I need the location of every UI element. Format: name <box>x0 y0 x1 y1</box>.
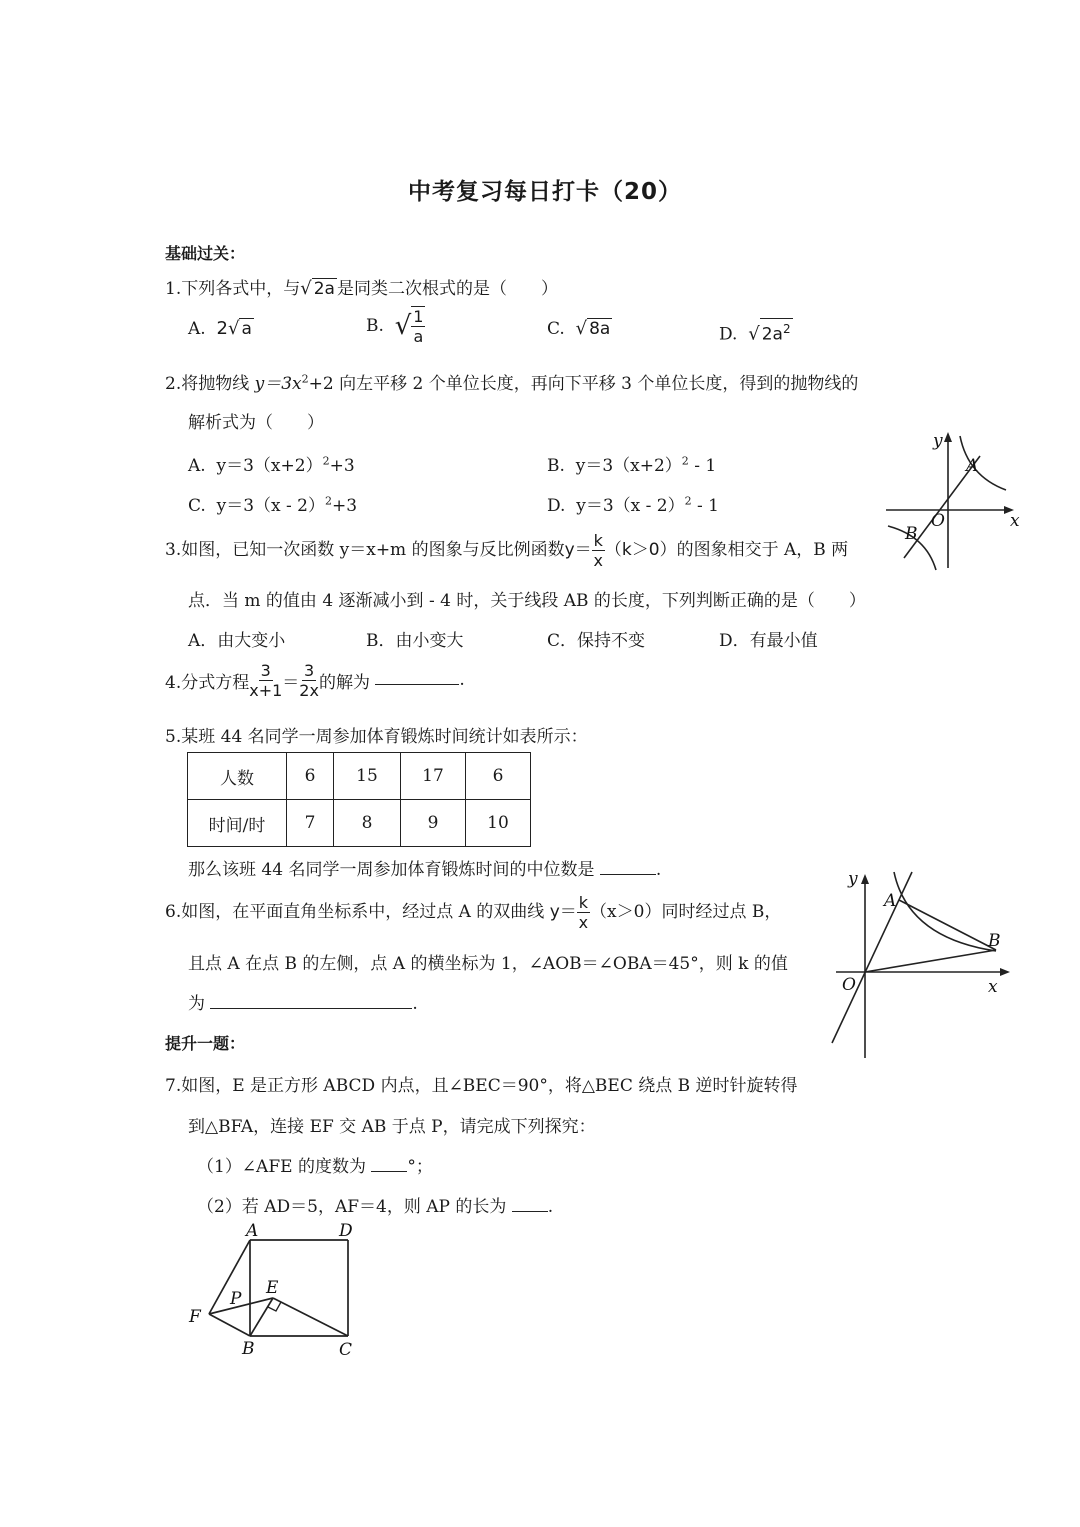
table-cell: 人数 <box>188 753 287 800</box>
q2-option-c-exp: 2 <box>325 494 332 508</box>
q2-stem-post: +2 向左平移 2 个单位长度，再向下平移 3 个单位长度，得到的抛物线的 <box>308 374 859 394</box>
q1-option-c-label: C. <box>547 319 565 339</box>
q1-option-a-coef: 2 <box>216 318 228 339</box>
q5-follow-up <box>188 855 661 880</box>
q3-frac-num: k <box>593 531 603 550</box>
q4-frac2-den: 2x <box>299 681 319 700</box>
q6-fig-hyperbola <box>894 872 996 951</box>
q3-fig-label-b: B <box>905 524 918 544</box>
table-cell: 时间/时 <box>188 800 287 847</box>
table-cell: 7 <box>287 800 334 847</box>
q3-option-d: D．有最小值 <box>719 631 818 651</box>
q2-option-c <box>188 491 357 516</box>
q7-fig-label-c: C <box>339 1340 353 1360</box>
q7-stem-line1: 7.如图，E 是正方形 ABCD 内点，且∠BEC＝90°，将△BEC 绕点 B 逆时针旋转得 <box>165 1076 798 1096</box>
q6-stem <box>165 893 781 932</box>
table-cell: 17 <box>401 753 466 800</box>
q1-option-b-den: a <box>413 327 424 346</box>
q3-fig-label-y: y <box>933 431 943 451</box>
q4-frac1-den: x+1 <box>249 681 283 700</box>
q6-fig-label-a: A <box>884 891 897 911</box>
q1-stem-post: 是同类二次根式的是（ ） <box>336 279 558 299</box>
q5-stem: 5.某班 44 名同学一周参加体育锻炼时间统计如表所示： <box>165 727 588 747</box>
q6-fig-label-b: B <box>988 931 1001 951</box>
q5-stats-table <box>187 752 531 847</box>
q7-part2-blank[interactable] <box>512 1197 548 1212</box>
q6-fig-segment-ob <box>865 950 996 972</box>
q1-option-a: A. 2√ a <box>188 318 252 339</box>
q7-fig-label-a: A <box>246 1221 259 1241</box>
q7-part1-pre: （1）∠AFE 的度数为 <box>197 1157 366 1177</box>
q6-stem-post: （x＞0）同时经过点 B， <box>590 902 782 922</box>
q2-option-c-tail: +3 <box>332 496 358 516</box>
q7-fig-segment-fb <box>209 1314 250 1336</box>
q3-option-b: B．由小变大 <box>366 631 464 651</box>
q4-stem <box>165 661 465 700</box>
q6-end: . <box>412 994 418 1014</box>
q3-fig-y-arrow <box>944 432 952 442</box>
q6-stem-pre: 6.如图，在平面直角坐标系中，经过点 A 的双曲线 <box>165 902 550 922</box>
q2-option-b-tail: - 1 <box>688 456 717 476</box>
table-cell: 10 <box>466 800 531 847</box>
q1-stem: 1.下列各式中，与√ 2a 是同类二次根式的是（ ） <box>165 278 558 299</box>
table-cell: 6 <box>287 753 334 800</box>
q2-option-b-exp: 2 <box>681 454 689 468</box>
q2-option-b <box>547 451 716 476</box>
q5-answer-blank[interactable] <box>600 860 656 875</box>
q3-stem-line2: 点．当 m 的值由 4 逐渐减小到 - 4 时，关于线段 AB 的长度，下列判断正确的是（ ） <box>188 591 866 611</box>
q7-figure <box>185 1218 365 1363</box>
q2-stem-exp: 2 <box>301 372 309 386</box>
q4-answer-blank[interactable] <box>375 670 459 685</box>
q7-part1-post: °； <box>407 1157 433 1177</box>
q6-stem3-text: 为 <box>188 994 205 1014</box>
q4-frac1-num: 3 <box>260 661 271 680</box>
q6-fig-label-x: x <box>988 977 998 997</box>
q2-option-a <box>188 451 355 476</box>
table-cell: 15 <box>334 753 401 800</box>
q6-frac-num: k <box>578 893 589 912</box>
q2-option-a-label: A. <box>188 456 206 476</box>
q5-follow-text: 那么该班 44 名同学一周参加体育锻炼时间的中位数是 <box>188 860 595 880</box>
q6-fig-line-oa <box>832 872 912 1043</box>
q3-option-c: C．保持不变 <box>547 631 646 651</box>
q1-option-c-root: 8a <box>589 319 611 339</box>
q1-option-b: B. √ $\frac{1}{a}$ <box>366 307 424 346</box>
q7-part2 <box>197 1192 553 1217</box>
q2-stem-pre: 2.将抛物线 <box>165 374 255 394</box>
q2-option-d-exp: 2 <box>684 494 692 508</box>
q3-option-a: A．由大变小 <box>188 631 286 651</box>
q3-frac-lhs: y＝ <box>564 540 592 560</box>
q1-option-d-label: D. <box>719 324 738 345</box>
q3-figure <box>880 428 1030 573</box>
q7-fig-label-d: D <box>339 1221 353 1241</box>
q3-frac-den: x <box>593 551 604 570</box>
q6-answer-blank[interactable] <box>210 994 412 1009</box>
q4-frac2-num: 3 <box>304 661 315 680</box>
q6-stem-line3 <box>188 989 418 1014</box>
q7-part1 <box>197 1152 433 1177</box>
table-row <box>188 800 531 847</box>
q2-option-d-text: y＝3（x - 2） <box>576 496 685 516</box>
q7-fig-label-p: P <box>230 1289 242 1309</box>
q3-stem-post: 的图象相交于 A，B 两 <box>676 540 849 560</box>
q6-fig-x-arrow <box>1000 968 1010 976</box>
q6-figure <box>828 868 1028 1063</box>
q2-option-c-label: C. <box>188 496 206 516</box>
q6-stem-line2: 且点 A 在点 B 的左侧，点 A 的横坐标为 1，∠AOB＝∠OBA＝45°，则 k 的值 <box>188 954 788 974</box>
q4-equals: ＝ <box>282 673 300 693</box>
q2-stem-eq: y＝3x <box>254 374 302 394</box>
q1-option-d: D. √ $2a^2$ <box>719 318 793 345</box>
q7-fig-label-f: F <box>189 1307 201 1327</box>
q6-fig-label-o: O <box>842 975 856 995</box>
page-title: 中考复习每日打卡（20） <box>408 179 683 205</box>
q1-option-a-label: A. <box>188 319 206 339</box>
q7-part2-pre: （2）若 AD＝5，AF＝4，则 AP 的长为 <box>197 1197 507 1217</box>
q4-stem-post: 的解为 <box>318 673 370 693</box>
q5-end: . <box>655 860 662 880</box>
q3-frac-cond: （k＞0） <box>604 540 677 560</box>
q2-option-c-text: y＝3（x - 2） <box>216 496 325 516</box>
q6-fig-y-arrow <box>861 874 869 884</box>
q1-stem-root: 2a <box>313 279 335 299</box>
q7-part2-post: . <box>547 1197 554 1217</box>
q4-end: . <box>459 670 465 690</box>
q7-stem-line2: 到△BFA，连接 EF 交 AB 于点 P，请完成下列探究： <box>188 1117 596 1137</box>
q2-option-a-exp: 2 <box>322 454 330 468</box>
q3-fig-label-a: A <box>966 456 979 476</box>
q1-option-b-label: B. <box>366 316 384 336</box>
table-cell: 6 <box>466 753 531 800</box>
section-advance-heading: 提升一题： <box>165 1034 246 1053</box>
q2-option-d-tail: - 1 <box>691 496 719 516</box>
q3-stem <box>165 531 848 570</box>
q1-option-a-root: a <box>241 319 252 339</box>
q2-option-a-tail: +3 <box>329 456 355 476</box>
q4-stem-pre: 4.分式方程 <box>165 673 250 693</box>
q3-stem-pre: 3.如图，已知一次函数 y＝x+m 的图象与反比例函数 <box>165 540 565 560</box>
q1-option-d-exp: 2 <box>782 322 791 336</box>
q6-fig-label-y: y <box>848 869 858 889</box>
q2-option-d <box>547 491 719 516</box>
q2-option-a-text: y＝3（x+2） <box>216 456 323 476</box>
table-cell: 9 <box>401 800 466 847</box>
q2-option-d-label: D. <box>547 496 566 516</box>
q2-stem-line2: 解析式为（ ） <box>188 413 324 433</box>
table-cell: 8 <box>334 800 401 847</box>
table-row <box>188 753 531 800</box>
q6-frac-lhs: y＝ <box>549 902 577 922</box>
q7-part1-blank[interactable] <box>371 1157 407 1172</box>
q1-option-c: C. √ 8a <box>547 318 611 339</box>
q2-option-b-label: B. <box>547 456 565 476</box>
q3-fig-label-x: x <box>1010 511 1020 531</box>
q2-option-b-text: y＝3（x+2） <box>575 456 682 476</box>
q1-stem-pre: 1.下列各式中，与 <box>165 279 301 299</box>
section-basic-heading: 基础过关： <box>165 244 246 263</box>
q1-option-b-num: 1 <box>413 307 424 326</box>
q6-frac-den: x <box>578 913 589 932</box>
q3-fig-label-o: O <box>931 511 945 531</box>
q2-stem <box>165 369 858 394</box>
q6-fig-segment-ab <box>899 900 996 950</box>
q7-fig-label-b: B <box>242 1339 255 1359</box>
q1-option-d-root: 2a <box>761 324 783 345</box>
q7-fig-segment-ec <box>273 1298 348 1336</box>
q7-fig-label-e: E <box>266 1278 279 1298</box>
